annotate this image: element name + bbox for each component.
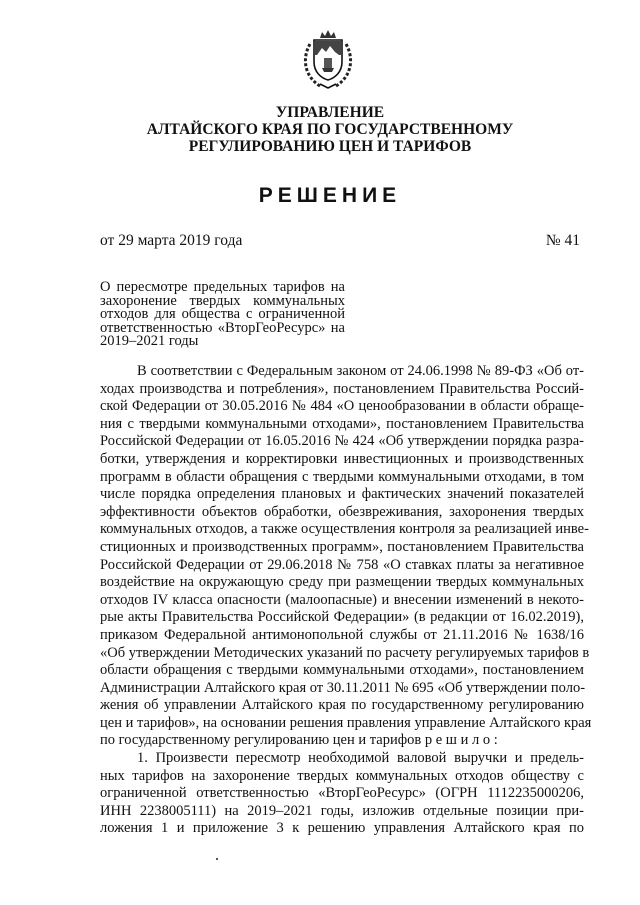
body-line: эффективности объектов обработки, обезвреживания, захоронения твердых <box>100 503 584 520</box>
body-line: 1. Произвести пересмотр необходимой валовой выручки и предель- <box>137 750 584 767</box>
body-line: Администрации Алтайского края от 30.11.2011 № 695 «Об утверждении поло- <box>100 679 586 696</box>
body-line: коммунальных отходов, а также осуществления контроля за реализацией инве- <box>100 521 589 538</box>
body-line: числе порядка определения плановых и фактических значений показателей <box>100 486 584 503</box>
body-line: программ в области обращения с твердыми коммунальными отходами, в том <box>100 468 584 485</box>
body-line: Российской Федерации от 29.06.2018 № 758 «О ставках платы за негативное <box>100 556 584 573</box>
subject-line: ответственностью «ВторГеоРесурс» на <box>100 319 345 336</box>
body-line: ния с твердыми коммунальными отходами», постановлением Правительства <box>100 415 584 432</box>
body-line: ходах производства и потребления», постановлением Правительства Россий- <box>100 380 584 397</box>
body-line: рые акты Правительства Российской Федерации» (в редакции от 16.02.2019), <box>100 609 584 626</box>
agency-header <box>120 104 540 155</box>
document-subject <box>100 281 345 349</box>
document-number: № 41 <box>545 232 580 249</box>
document-date: от 29 марта 2019 года <box>100 232 243 249</box>
subject-line: захоронение твердых коммунальных <box>100 292 345 309</box>
body-line: ных тарифов на захоронение твердых коммунальных отходов обществу с <box>100 767 584 784</box>
body-line: ботки, утверждения и корректировки инвестиционных и производственных <box>100 450 584 467</box>
subject-line: 2019–2021 годы <box>100 333 199 349</box>
body-line: ложения 1 и приложение 3 к решению управления Алтайского края по <box>100 820 584 837</box>
body-line: отходов IV класса опасности (малоопасные) и внесении изменений в некото- <box>100 591 584 608</box>
body-line: приказом Федеральной антимонопольной службы от 21.11.2016 № 1638/16 <box>100 626 584 643</box>
body-line: «Об утверждении Методических указаний по расчету регулируемых тарифов в <box>100 644 590 661</box>
coat-of-arms-icon <box>300 28 356 94</box>
document-title: РЕШЕНИЕ <box>258 184 402 207</box>
body-line: стиционных и производственных программ», постановлением Правительства <box>100 538 584 555</box>
document-body <box>100 363 592 838</box>
body-line: ИНН 2238005111) на 2019–2021 годы, изложив отдельные позиции при- <box>100 802 584 819</box>
subject-line: О пересмотре предельных тарифов на <box>100 279 345 295</box>
scan-speck <box>216 858 218 860</box>
body-line: цен и тарифов», на основании решения правления управление Алтайского края <box>100 714 592 731</box>
body-line: жения об управлении Алтайского края по государственному регулированию <box>100 697 584 714</box>
body-line: ограниченной ответственностью «ВторГеоРесурс» (ОГРН 1112235000206, <box>100 785 584 802</box>
subject-line: отходов для общества с ограниченной <box>100 306 345 322</box>
body-line: Российской Федерации от 16.05.2016 № 424 «Об утверждении порядка разра- <box>100 433 584 450</box>
body-line: В соответствии с Федеральным законом от 24.06.1998 № 89-ФЗ «Об от- <box>137 363 584 379</box>
body-line: области обращения с твердыми коммунальными отходами», постановлением <box>100 662 584 679</box>
body-line: воздействие на окружающую среду при размещении твердых коммунальных <box>100 574 584 591</box>
agency-line-3: РЕГУЛИРОВАНИЮ ЦЕН И ТАРИФОВ <box>188 138 472 155</box>
agency-line-2: АЛТАЙСКОГО КРАЯ ПО ГОСУДАРСТВЕННОМУ <box>146 121 514 138</box>
body-line: ской Федерации от 30.05.2016 № 484 «О ценообразовании в области обраще- <box>100 398 584 415</box>
body-line: по государственному регулированию цен и тарифов р е ш и л о : <box>100 732 498 749</box>
agency-line-1: УПРАВЛЕНИЕ <box>275 104 385 121</box>
